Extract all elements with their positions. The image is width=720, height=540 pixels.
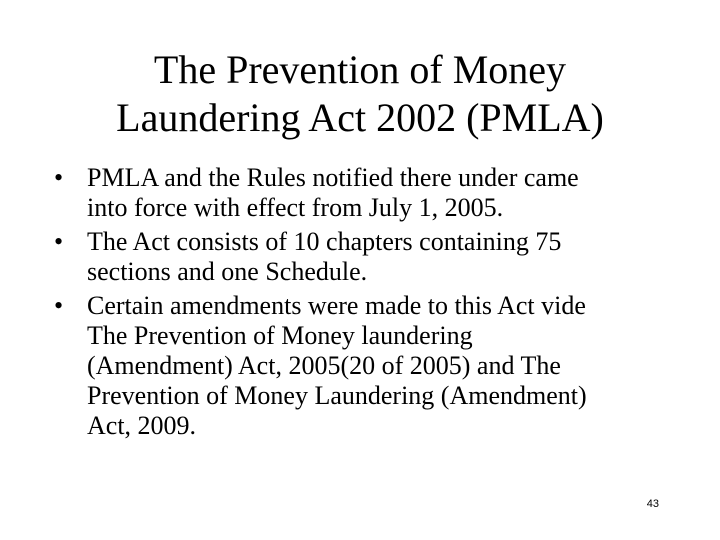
slide-title xyxy=(60,46,660,142)
bullet-list xyxy=(54,163,674,445)
bullet-text-line: The Act consists of 10 chapters containing 75 xyxy=(87,227,562,256)
slide-title-line: Laundering Act 2002 (PMLA) xyxy=(116,95,604,140)
bullet-text-line: sections and one Schedule. xyxy=(87,257,368,286)
bullet-dot-icon: • xyxy=(54,163,64,192)
bullet-text-line: The Prevention of Money laundering xyxy=(87,321,473,350)
bullet-dot-icon: • xyxy=(54,291,64,320)
bullet-text-line: PMLA and the Rules notified there under came xyxy=(87,163,579,192)
page-number: 43 xyxy=(646,498,659,510)
bullet-item xyxy=(54,163,674,223)
bullet-item xyxy=(54,291,674,441)
bullet-item xyxy=(54,227,674,287)
bullet-text-line: Act, 2009. xyxy=(87,411,197,440)
bullet-dot-icon: • xyxy=(54,227,64,256)
bullet-text-line: Certain amendments were made to this Act vide xyxy=(87,291,586,320)
bullet-text-line: (Amendment) Act, 2005(20 of 2005) and The xyxy=(87,351,561,380)
slide-title-line: The Prevention of Money xyxy=(153,47,567,92)
bullet-text-line: into force with effect from July 1, 2005. xyxy=(87,193,504,222)
bullet-text-line: Prevention of Money Laundering (Amendment) xyxy=(87,381,587,410)
